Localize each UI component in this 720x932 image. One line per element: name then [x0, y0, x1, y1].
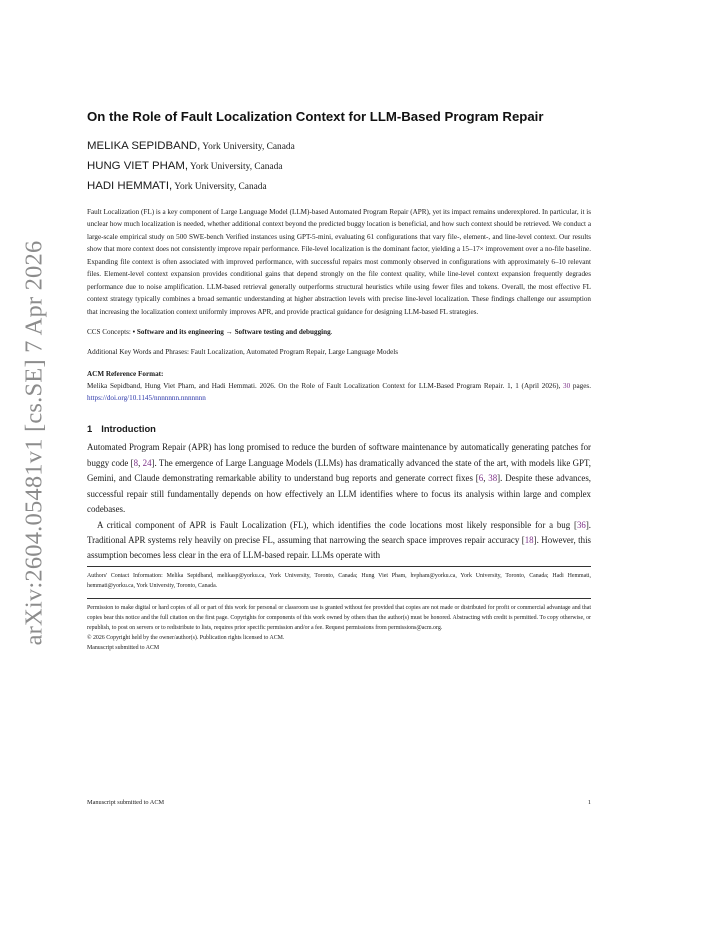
author-affiliation: York University, Canada: [200, 142, 295, 152]
arxiv-watermark: [12, 240, 56, 646]
author-2: [87, 157, 591, 177]
ccs-value: • Software and its engineering → Software testing and debugging: [132, 328, 331, 337]
footer-left-text: Manuscript submitted to ACM: [87, 799, 165, 806]
text: ,: [483, 473, 489, 484]
citation-link[interactable]: 18: [524, 534, 534, 545]
abstract: Fault Localization (FL) is a key component of Large Language Model (LLM)-based Automated Program Repair (APR), yet its impact remains underexplored. In particular, it is unclear how much localization is needed, whether additional context beyond the predicted buggy location is beneficial, and how such context should be retrieved. We conduct a large-scale empirical study on 500 SWE-bench Verified instances using GPT-5-mini, evaluating 61 configurations that vary file-, element-, and line-level context. Our results show that more context does not consistently improve repair performance. File-level localization is the dominant factor, yielding a 15–17× improvement over a no-file baseline. Expanding file context is often associated with improved performance, with successful repairs most commonly observed in configurations with approximately 6–10 relevant files. Element-level context expansion provides conditional gains that depend strongly on the file context quality, while line-level context expansion frequently degrades performance due to noise amplification. LLM-based retrieval generally outperforms structural heuristics while using fewer files and tokens. Overall, the most effective FL context strategy typically combines a broad semantic understanding at higher abstraction levels with precise line-level localization. These findings challenge our assumption that increasing the localization context uniformly improves APR, and provide practical guidance for designing LLM-based FL strategies.: [87, 208, 591, 316]
doi-link[interactable]: https://doi.org/10.1145/nnnnnnn.nnnnnnn: [87, 394, 206, 403]
permission-divider: [87, 598, 591, 599]
text: ]. The emergence of Large Language Models (LLMs) has dramatically advanced the state of the art, with models like GPT, Gemini, and Claude demonstrating remarkable ability to understand bug reports and generate correct fixes [: [87, 457, 591, 484]
author-name: HADI HEMMATI,: [87, 180, 173, 192]
intro-paragraph-2: [87, 518, 591, 564]
text: ]. However, this assumption becomes less clear in the era of LLM-based repair. LLMs operate with: [87, 534, 591, 561]
acm-reference: [87, 380, 591, 404]
page-number: 1: [587, 799, 591, 806]
text: ,: [138, 457, 143, 468]
section-heading: [87, 422, 591, 436]
text: A critical component of APR is Fault Localization (FL), which identifies the code locations most likely responsible for a bug [: [97, 519, 577, 530]
ccs-concepts: [87, 326, 591, 338]
permission-notice: [87, 603, 591, 654]
acm-reference-text: Melika Sepidband, Hung Viet Pham, and Hadi Hemmati. 2026. On the Role of Fault Localization Context for LLM-Based Program Repair. 1, 1 (April 2026),: [87, 382, 564, 391]
page-footer: [87, 799, 591, 806]
ccs-period: .: [330, 328, 333, 337]
section-title: Introduction: [101, 423, 156, 435]
page-count-link[interactable]: 30: [563, 382, 571, 391]
citation-link[interactable]: 36: [576, 519, 586, 530]
citation-link[interactable]: 24: [142, 457, 152, 468]
citation-link[interactable]: 6: [478, 473, 484, 484]
text: ]. Despite these advances, successful repair still fundamentally depends on how effectively an LLM identifies where to focus its analysis within large and complex codebases.: [87, 473, 592, 515]
acm-reference-heading: ACM Reference Format:: [87, 370, 164, 379]
permission-text: Permission to make digital or hard copies of all or part of this work for personal or classroom use is granted without fee provided that copies are not made or distributed for profit or commercial advantage and that copies bear this notice and the full citation on the first page. Copyrights for components of this work owned by others than the author(s) must be honored. Abstracting with credit is permitted. To copy otherwise, or republish, to post on servers or to redistribute to lists, requires prior specific permission and/or a fee. Request permissions from permissions@acm.org.: [87, 604, 591, 631]
author-name: MELIKA SEPIDBAND,: [87, 140, 201, 152]
text: Automated Program Repair (APR) has long promised to reduce the burden of software maintenance by automatically generating patches for buggy code [: [87, 442, 591, 468]
keywords: Additional Key Words and Phrases: Fault Localization, Automated Program Repair, Large Language Models: [87, 348, 399, 357]
text: ]. Traditional APR systems rely heavily on precise FL, assuming that narrowing the search space improves repair accuracy [: [87, 519, 591, 545]
author-affiliation: York University, Canada: [188, 162, 283, 172]
pages-suffix: pages.: [570, 382, 591, 391]
footnote-divider: [87, 566, 591, 567]
manuscript-note: Manuscript submitted to ACM: [87, 645, 160, 652]
copyright-line: © 2026 Copyright held by the owner/author(s). Publication rights licensed to ACM.: [87, 635, 285, 642]
citation-link[interactable]: 8: [133, 457, 139, 468]
author-affiliation: York University, Canada: [172, 182, 267, 192]
ccs-label: CCS Concepts:: [87, 328, 133, 337]
section-number: 1: [87, 423, 93, 435]
intro-paragraph-1: [87, 440, 591, 517]
citation-link[interactable]: 38: [488, 473, 498, 484]
paper-title: On the Role of Fault Localization Context for LLM-Based Program Repair: [87, 109, 544, 124]
paper-page: [87, 108, 591, 654]
author-3: [87, 177, 591, 197]
author-name: HUNG VIET PHAM,: [87, 160, 189, 172]
author-1: [87, 137, 591, 157]
arxiv-identifier: arXiv:2604.05481v1 [cs.SE] 7 Apr 2026: [20, 240, 47, 646]
author-contact-info: Authors' Contact Information: Melika Sepidband, melikasp@yorku.ca, York University, Toronto, Canada; Hung Viet Pham, hvpham@yorku.ca, York University, Toronto, Canada; Hadi Hemmati, hemmati@yorku.ca, York University, Toronto, Canada.: [87, 572, 591, 590]
